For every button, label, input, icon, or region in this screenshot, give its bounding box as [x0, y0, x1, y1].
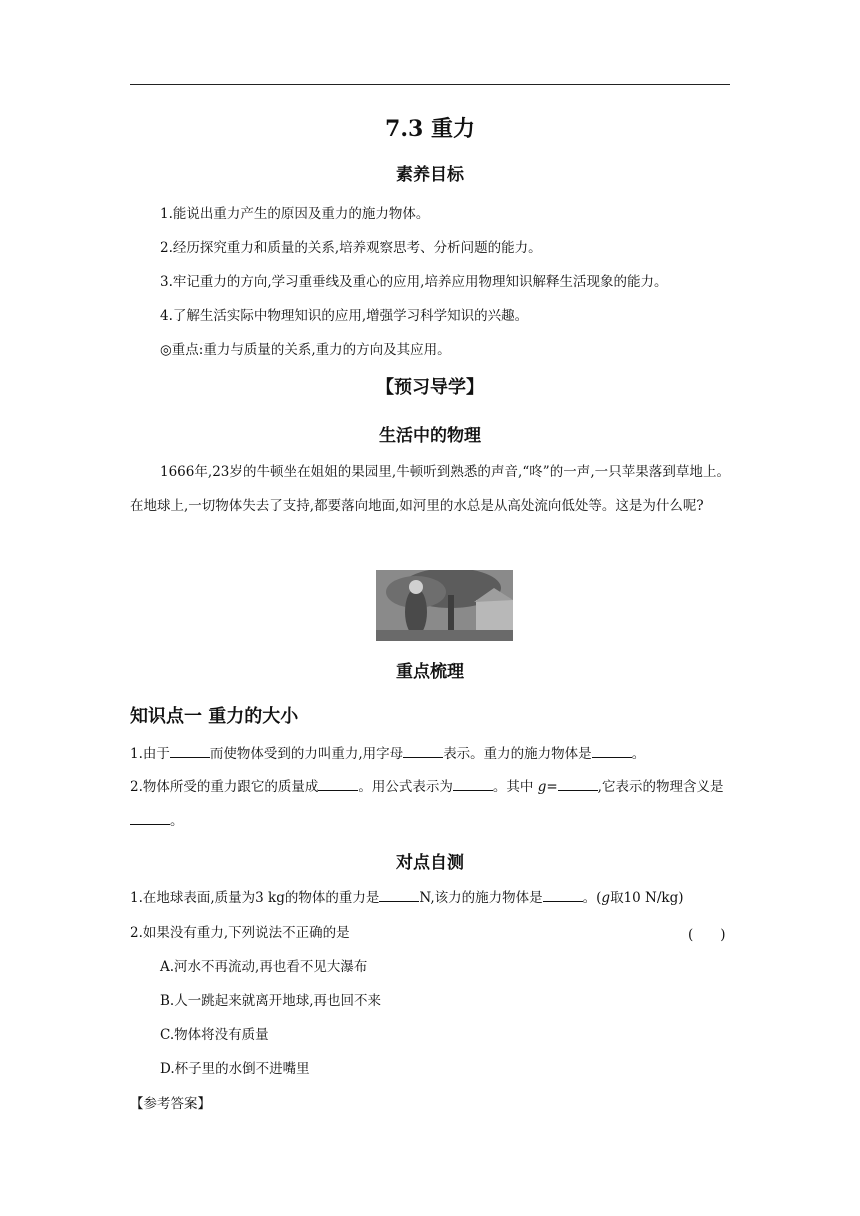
goal-item: 2.经历探究重力和质量的关系,培养观察思考、分析问题的能力。: [160, 240, 542, 256]
answer-key-heading: 【参考答案】: [130, 1096, 211, 1112]
fill-blank[interactable]: [379, 889, 419, 902]
goal-item: 3.牢记重力的方向,学习重垂线及重心的应用,培养应用物理知识解释生活现象的能力。: [160, 274, 668, 290]
knowledge-item-2: 2.物体所受的重力跟它的质量成 。用公式表示为 。其中 g= ,它表示的物理含义是。: [130, 779, 724, 829]
fill-blank[interactable]: [130, 812, 170, 825]
question-2: 2.如果没有重力,下列说法不正确的是: [130, 925, 350, 941]
knowledge-item-1: 1.由于 而使物体受到的力叫重力,用字母 表示。重力的施力物体是 。: [130, 746, 646, 762]
answer-parentheses[interactable]: ( ): [688, 927, 726, 943]
page-title: 7.3 重力: [385, 116, 475, 142]
preview-heading: 【预习导学】: [376, 377, 484, 398]
fill-blank[interactable]: [558, 778, 598, 791]
fill-blank[interactable]: [453, 778, 493, 791]
fill-blank[interactable]: [592, 745, 632, 758]
fill-blank[interactable]: [543, 889, 583, 902]
self-test-heading: 对点自测: [396, 853, 464, 873]
story-paragraph: 1666年,23岁的牛顿坐在姐姐的果园里,牛顿听到熟悉的声音,“咚”的一声,一只苹果落到草地上。在地球上,一切物体失去了支持,都要落向地面,如河里的水总是从高处流向低处等。这是为什么呢?: [130, 464, 730, 514]
life-physics-heading: 生活中的物理: [379, 426, 481, 446]
question-1: 1.在地球表面,质量为3 kg的物体的重力是 N,该力的施力物体是 。(g取10 N/kg): [130, 890, 684, 906]
goal-item: 4.了解生活实际中物理知识的应用,增强学习科学知识的兴趣。: [160, 308, 529, 324]
option-b[interactable]: B.人一跳起来就离开地球,再也回不来: [160, 993, 382, 1009]
option-a[interactable]: A.河水不再流动,再也看不见大瀑布: [160, 959, 368, 975]
goals-heading: 素养目标: [396, 165, 464, 185]
goal-item: 1.能说出重力产生的原因及重力的施力物体。: [160, 206, 430, 222]
option-d[interactable]: D.杯子里的水倒不进嘴里: [160, 1061, 310, 1077]
fill-blank[interactable]: [170, 745, 210, 758]
key-points-heading: 重点梳理: [396, 662, 464, 682]
newton-apple-image: [376, 570, 513, 641]
header-rule: [130, 84, 730, 85]
fill-blank[interactable]: [403, 745, 443, 758]
fill-blank[interactable]: [318, 778, 358, 791]
knowledge-point-heading: 知识点一 重力的大小: [130, 706, 299, 727]
option-c[interactable]: C.物体将没有质量: [160, 1027, 269, 1043]
key-point-note: ◎重点:重力与质量的关系,重力的方向及其应用。: [160, 342, 451, 358]
